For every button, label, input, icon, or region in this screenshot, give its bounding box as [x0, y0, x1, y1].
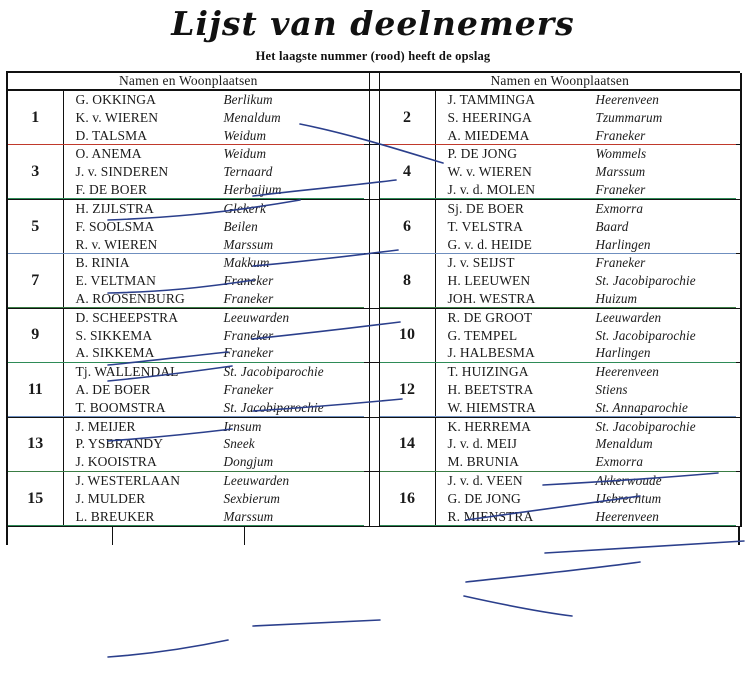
- group-number: 5: [7, 199, 63, 253]
- player-town: Beilen: [223, 218, 258, 234]
- player-town: Heerenveen: [595, 364, 659, 380]
- player-name: J. WESTERLAAN: [75, 473, 181, 489]
- player-town: Exmorra: [595, 200, 644, 216]
- group-number: 15: [7, 472, 63, 526]
- player-town: Glekerk: [223, 200, 266, 216]
- list-item: [436, 490, 741, 508]
- player-town: Franeker: [223, 327, 274, 343]
- player-name: G. v. d. HEIDE: [447, 236, 533, 252]
- player-name: J. v. SEIJST: [447, 255, 515, 271]
- player-town: Leeuwarden: [223, 473, 290, 489]
- player-name: R. MIENSTRA: [447, 508, 534, 524]
- player-name: G. DE JONG: [447, 490, 521, 506]
- player-name: J. v. d. MEIJ: [447, 436, 517, 452]
- player-town: St. Jacobiparochie: [595, 327, 696, 343]
- table-row: [7, 472, 741, 526]
- player-town: Sneek: [223, 436, 255, 452]
- group-players: [63, 308, 369, 362]
- group-number: 7: [7, 254, 63, 308]
- player-name: W. HIEMSTRA: [447, 399, 536, 415]
- list-item: [64, 453, 369, 471]
- player-town: Franeker: [223, 290, 274, 306]
- player-town: Herbaijum: [223, 182, 282, 198]
- group-players: [435, 308, 741, 362]
- list-item: [64, 145, 369, 163]
- player-name: S. SIKKEMA: [75, 327, 153, 343]
- list-item: [64, 327, 369, 345]
- player-name: R. v. WIEREN: [75, 236, 158, 252]
- center-divider: [369, 254, 379, 308]
- player-name: K. v. WIEREN: [75, 109, 159, 125]
- list-item: [436, 363, 741, 381]
- player-town: Akkerwoude: [595, 473, 662, 489]
- group-players: [435, 363, 741, 417]
- player-town: Sexbierum: [223, 490, 281, 506]
- player-name: A. DE BOER: [75, 382, 151, 397]
- footer-divider-right: [244, 527, 245, 545]
- player-name: P. YSBRANDY: [75, 436, 164, 452]
- list-item: [64, 418, 369, 436]
- list-item: [64, 109, 369, 127]
- player-town: Heerenveen: [595, 508, 659, 524]
- table-row: [7, 417, 741, 471]
- player-name: K. HERREMA: [447, 418, 532, 434]
- player-town: Makkum: [223, 255, 270, 271]
- player-name: J. KOOISTRA: [75, 454, 157, 470]
- player-name: L. BREUKER: [75, 508, 155, 524]
- player-town: Tzummarum: [595, 109, 663, 125]
- group-players: [63, 199, 369, 253]
- page-subtitle: Het laagste nummer (rood) heeft de opslag: [255, 49, 491, 63]
- table-row: [7, 254, 741, 308]
- group-number: 4: [379, 145, 435, 199]
- list-item: [436, 381, 741, 399]
- participants-body: [7, 90, 741, 526]
- group-players: [435, 417, 741, 471]
- player-town: Marssum: [223, 236, 274, 252]
- list-item: [436, 127, 741, 145]
- group-number: 3: [7, 145, 63, 199]
- list-item: [436, 200, 741, 218]
- player-name: H. BEETSTRA: [447, 382, 534, 397]
- group-players: [63, 254, 369, 308]
- group-number: 16: [379, 472, 435, 526]
- player-name: H. ZIJLSTRA: [75, 200, 154, 216]
- player-name: D. TALSMA: [75, 127, 148, 143]
- group-players: [435, 472, 741, 526]
- group-number: 14: [379, 417, 435, 471]
- list-item: [436, 472, 741, 490]
- list-item: [436, 399, 741, 417]
- player-town: Harlingen: [595, 236, 651, 252]
- list-item: [436, 163, 741, 181]
- player-name: J. HALBESMA: [447, 345, 535, 361]
- list-item: [64, 218, 369, 236]
- column-header-left: Namen en Woonplaatsen: [7, 73, 369, 90]
- player-town: Berlikum: [223, 92, 273, 107]
- group-number: 8: [379, 254, 435, 308]
- center-divider: [369, 417, 379, 471]
- group-players: [63, 145, 369, 199]
- player-name: W. v. WIEREN: [447, 164, 532, 180]
- player-name: A. MIEDEMA: [447, 127, 530, 143]
- player-town: Franeker: [595, 182, 646, 198]
- ink-line-15: [253, 620, 380, 626]
- player-name: B. RINIA: [75, 255, 130, 271]
- center-divider: [369, 90, 379, 145]
- list-item: [64, 472, 369, 490]
- list-item: [436, 181, 741, 199]
- player-name: T. HUIZINGA: [447, 364, 529, 380]
- group-players: [63, 417, 369, 471]
- player-town: Stiens: [595, 382, 628, 397]
- player-town: Ternaard: [223, 164, 273, 180]
- footer-divider-left: [112, 527, 113, 545]
- player-name: R. DE GROOT: [447, 309, 533, 325]
- list-item: [436, 435, 741, 453]
- list-item: [436, 344, 741, 362]
- player-town: Menaldum: [595, 436, 653, 452]
- participants-table: [6, 73, 742, 527]
- list-item: [436, 254, 741, 272]
- player-name: M. BRUNIA: [447, 454, 519, 470]
- list-item: [64, 381, 369, 399]
- group-players: [435, 145, 741, 199]
- group-number: 6: [379, 199, 435, 253]
- table-row: [7, 308, 741, 362]
- page-title: Lijst van deelnemers: [171, 4, 575, 43]
- column-header-right: Namen en Woonplaatsen: [379, 73, 741, 90]
- player-town: Franeker: [223, 382, 274, 397]
- group-number: 13: [7, 417, 63, 471]
- player-town: St. Jacobiparochie: [223, 399, 324, 415]
- player-name: A. ROOSENBURG: [75, 290, 185, 306]
- player-name: G. OKKINGA: [75, 92, 156, 107]
- player-town: St. Annaparochie: [595, 399, 688, 415]
- player-name: J. v. d. VEEN: [447, 473, 523, 489]
- player-town: IJsbrechtum: [595, 490, 662, 506]
- list-item: [436, 145, 741, 163]
- player-name: O. ANEMA: [75, 146, 142, 162]
- table-row: [7, 199, 741, 253]
- list-item: [64, 272, 369, 290]
- center-divider: [369, 73, 379, 90]
- list-item: [64, 309, 369, 327]
- table-wrapper: [6, 73, 740, 527]
- group-players: [63, 90, 369, 145]
- table-footer-strip: [6, 527, 740, 545]
- player-town: St. Jacobiparochie: [595, 273, 696, 289]
- player-town: Wommels: [595, 146, 647, 162]
- player-town: St. Jacobiparochie: [223, 364, 324, 380]
- player-name: F. DE BOER: [75, 182, 148, 198]
- center-divider: [369, 145, 379, 199]
- group-number: 2: [379, 90, 435, 145]
- player-name: P. DE JONG: [447, 146, 518, 162]
- player-name: J. v. SINDEREN: [75, 164, 169, 180]
- list-item: [436, 272, 741, 290]
- group-number: 10: [379, 308, 435, 362]
- player-name: J. MULDER: [75, 490, 146, 506]
- list-item: [64, 344, 369, 362]
- list-item: [436, 218, 741, 236]
- group-number: 11: [7, 363, 63, 417]
- player-town: Leeuwarden: [223, 309, 290, 325]
- player-name: Sj. DE BOER: [447, 200, 524, 216]
- participant-list-page: [0, 4, 746, 688]
- player-town: Leeuwarden: [595, 309, 662, 325]
- group-players: [435, 199, 741, 253]
- player-name: S. HEERINGA: [447, 109, 532, 125]
- player-name: G. TEMPEL: [447, 327, 518, 343]
- group-players: [63, 363, 369, 417]
- group-players: [435, 90, 741, 145]
- ink-line-16: [464, 596, 572, 616]
- player-name: J. v. d. MOLEN: [447, 182, 536, 198]
- player-name: F. SOOLSMA: [75, 218, 155, 234]
- player-town: Harlingen: [595, 345, 651, 361]
- player-name: H. LEEUWEN: [447, 273, 531, 289]
- group-players: [435, 254, 741, 308]
- player-town: Franeker: [223, 345, 274, 361]
- player-town: Weidum: [223, 127, 267, 143]
- list-item: [64, 363, 369, 381]
- player-town: Heerenveen: [595, 92, 659, 107]
- center-divider: [369, 308, 379, 362]
- list-item: [436, 453, 741, 471]
- ink-line-15b: [108, 640, 228, 657]
- list-item: [436, 236, 741, 254]
- list-item: [64, 490, 369, 508]
- player-name: E. VELTMAN: [75, 273, 157, 289]
- list-item: [64, 508, 369, 526]
- player-name: J. MEIJER: [75, 418, 136, 434]
- player-name: T. BOOMSTRA: [75, 399, 166, 415]
- center-divider: [369, 363, 379, 417]
- list-item: [64, 399, 369, 417]
- player-name: T. VELSTRA: [447, 218, 524, 234]
- table-row: [7, 145, 741, 199]
- list-item: [64, 254, 369, 272]
- center-divider: [369, 472, 379, 526]
- group-number: 12: [379, 363, 435, 417]
- list-item: [64, 200, 369, 218]
- player-town: St. Jacobiparochie: [595, 418, 696, 434]
- list-item: [64, 236, 369, 254]
- player-name: JOH. WESTRA: [447, 290, 536, 306]
- player-town: Weidum: [223, 146, 267, 162]
- player-town: Huizum: [595, 290, 638, 306]
- list-item: [436, 508, 741, 526]
- list-item: [436, 109, 741, 127]
- player-town: Franeker: [595, 127, 646, 143]
- player-name: J. TAMMINGA: [447, 92, 536, 107]
- center-divider: [369, 199, 379, 253]
- list-item: [64, 127, 369, 145]
- list-item: [64, 163, 369, 181]
- list-item: [64, 435, 369, 453]
- list-item: [64, 290, 369, 308]
- player-town: Menaldum: [223, 109, 281, 125]
- player-town: Dongjum: [223, 454, 274, 470]
- group-number: 1: [7, 90, 63, 145]
- table-row: [7, 90, 741, 145]
- list-item: [436, 418, 741, 436]
- ink-line-14b: [466, 562, 640, 582]
- player-town: Franeker: [595, 255, 646, 271]
- list-item: [436, 290, 741, 308]
- player-town: Baard: [595, 218, 629, 234]
- list-item: [436, 91, 741, 109]
- list-item: [64, 91, 369, 109]
- player-town: Irnsum: [223, 418, 262, 434]
- player-town: Marssum: [223, 508, 274, 524]
- player-name: Tj. WALLENDAL: [75, 364, 179, 380]
- list-item: [64, 181, 369, 199]
- table-row: [7, 363, 741, 417]
- list-item: [436, 327, 741, 345]
- list-item: [436, 309, 741, 327]
- player-name: A. SIKKEMA: [75, 345, 155, 361]
- group-number: 9: [7, 308, 63, 362]
- player-town: Franeker: [223, 273, 274, 289]
- player-name: D. SCHEEPSTRA: [75, 309, 179, 325]
- player-town: Marssum: [595, 164, 646, 180]
- player-town: Exmorra: [595, 454, 644, 470]
- group-players: [63, 472, 369, 526]
